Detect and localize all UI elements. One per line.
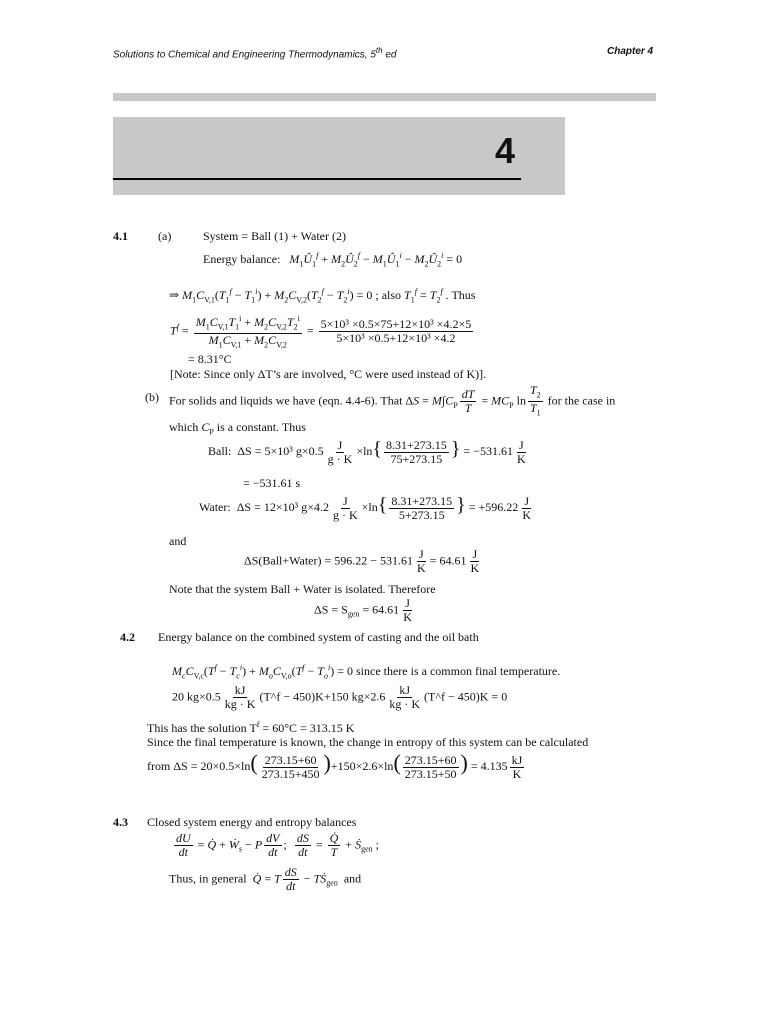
- problem-4-2-intro: Energy balance on the combined system of casting and the oil bath: [158, 630, 479, 644]
- running-header-title: Solutions to Chemical and Engineering Thermodynamics, 5th ed: [113, 46, 397, 61]
- problem-number-4-3: 4.3: [113, 815, 128, 829]
- header-rule: [113, 93, 656, 101]
- energy-balance-line: Energy balance: $M_1Û_1^f$ + $M_2Û_2^f$ − $M_1Û_1^i$ − $M_2Û_2^i = 0$: [203, 251, 463, 269]
- water-entropy-equation: Water: ΔS = 12×10³ g×4.2 $\frac{J}{g \cdot K}$ ×ln{ $\frac{8.31+273.15}{5+273.15}$ } = +596.22 $\frac{J}{K}$: [199, 493, 531, 522]
- ball-entropy-result: = −531.61 s: [243, 476, 301, 490]
- implies-equation: ⇒ $M_1C_{V,1}(T_1^f - T_1^i) + M_2C_{V,2}(T_2^f - T_2^i) = 0$ ; also $T_1^f = T_2^f$ . Thus: [169, 287, 476, 305]
- cp-constant-text: which $C_P$ is a constant. Thus: [169, 420, 306, 437]
- running-header-chapter: Chapter 4: [607, 46, 654, 57]
- and-text-1: and: [169, 534, 187, 548]
- final-temperature-equation: $T^f$ = $\frac{M_1C_{V,1}T_1^i + M_2C_{V,2}T_2^i}{M_1C_{V,1} + M_2C_{V,2}}$ = $\frac{\text{5×10³ ×0.5×75+12×10³ ×4.2×5}}{\text{5×10³ ×0.5+12×10³ ×4.2}}$: [170, 314, 472, 350]
- chapter-number: 4: [495, 130, 516, 171]
- part-b-text: For solids and liquids we have (eqn. 4.4-6). That $\Delta S = M\int C_P$ $\frac{dT}{T}$ = $MC_P$ ln $\frac{T_2}{T_1}$ for the case in: [169, 383, 616, 418]
- final-temperature-result: = 8.31°C: [188, 352, 232, 366]
- chapter-banner-rule: [113, 178, 521, 180]
- ball-entropy-equation: Ball: ΔS = 5×10³ g×0.5 $\frac{J}{g \cdot K}$ ×ln{ $\frac{8.31+273.15}{75+273.15}$ } = −531.61 $\frac{J}{K}$: [208, 437, 526, 466]
- closed-system-balances: $\frac{dU}{dt}$ = Q̇ + Ẇ$_s$ − P $\frac{dV}{dt}$ ; $\frac{dS}{dt}$ = $\frac{Q̇}{T}$ + Ṡ$_{gen}$ ;: [176, 831, 379, 859]
- general-heat-equation: Thus, in general Q̇ = T $\frac{dS}{dt}$ − TṠ$_{gen}$ and: [169, 865, 362, 893]
- problem-number-4-1: 4.1: [113, 229, 128, 243]
- casting-numeric-equation: 20 kg×0.5 $\frac{kJ}{kg \cdot K}$ (T^f − 450)K+150 kg×2.6 $\frac{kJ}{kg \cdot K}$ (T^f − 450)K = 0: [172, 683, 508, 711]
- total-entropy-equation: ΔS(Ball+Water) = 596.22 − 531.61 $\frac{J}{K}$ = 64.61 $\frac{J}{K}$: [244, 547, 480, 575]
- casting-energy-balance: $M_cC_{V,c}(T^f - T_c^i) + M_oC_{V,o}(T^f - T_o^i) = 0$ since there is a common final temperature.: [172, 663, 561, 681]
- system-definition: System = Ball (1) + Water (2): [203, 229, 346, 243]
- note-celsius: [Note: Since only ΔT’s are involved, °C were used instead of K)].: [170, 367, 487, 381]
- problem-number-4-2: 4.2: [120, 630, 135, 644]
- problem-4-3-intro: Closed system energy and entropy balances: [147, 815, 357, 829]
- solution-text: This has the solution $T^f = 60^\circ C = 313.15$ K: [147, 720, 355, 735]
- since-text: Since the final temperature is known, the change in entropy of this system can be calculated: [147, 735, 589, 749]
- part-b-label: (b): [145, 390, 159, 404]
- entropy-generation-equation: $\Delta S = S_{gen} = 64.61$ $\frac{J}{K}$: [314, 596, 412, 624]
- part-a-label: (a): [158, 229, 172, 243]
- casting-entropy-equation: from ΔS = 20×0.5×ln( $\frac{273.15+60}{273.15+450}$ )+150×2.6×ln( $\frac{273.15+60}{273.15+50}$ ) = 4.135 $\frac{kJ}{K}$: [147, 750, 523, 781]
- isolated-system-text: Note that the system Ball + Water is isolated. Therefore: [169, 582, 436, 596]
